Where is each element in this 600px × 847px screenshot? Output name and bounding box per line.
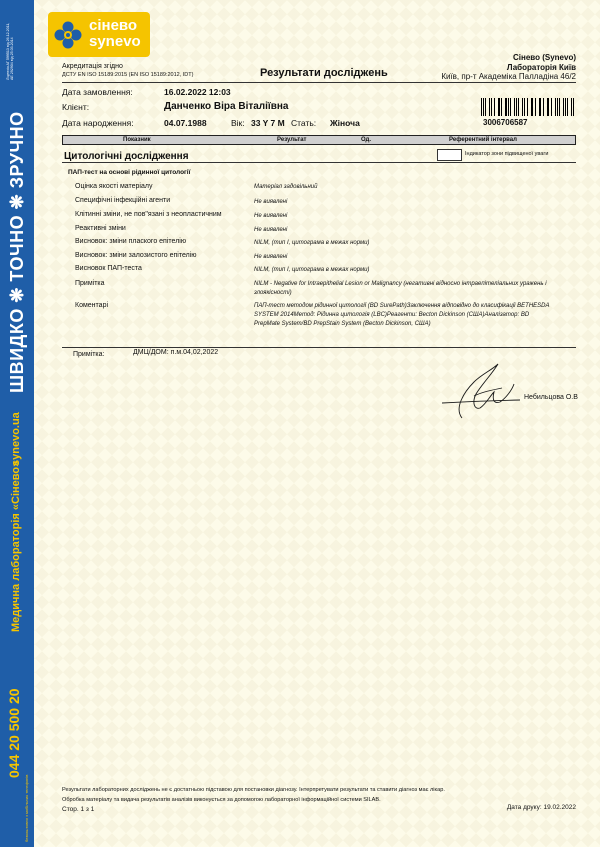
- birth-date-value: 04.07.1988: [164, 118, 207, 128]
- barcode-bar: [501, 98, 502, 116]
- attention-indicator-box: [437, 149, 462, 161]
- barcode-bar: [548, 98, 549, 116]
- barcode-bar: [514, 98, 515, 116]
- order-date-label: Дата замовлення:: [62, 87, 133, 97]
- phone-note: безкоштовно з мобільних телефонів: [24, 774, 29, 842]
- age-value: 33 Y 7 M: [251, 118, 285, 128]
- result-value: Не виявлені: [254, 199, 288, 205]
- col-result: Результат: [277, 137, 307, 143]
- logo-wordmark: [89, 18, 141, 50]
- result-value: NILM, (тип І, цитограма в межах норми): [254, 240, 370, 246]
- result-value: NILM, (тип І, цитограма в межах норми): [254, 267, 370, 273]
- print-date: Дата друку: 19.02.2022: [506, 804, 576, 811]
- signature-image: [440, 362, 530, 422]
- result-label: Висновок: зміни залозистого епітелію: [75, 252, 197, 259]
- logo-line-cyrillic: сінево: [89, 17, 138, 34]
- site-url: synevo.ua: [10, 412, 22, 466]
- result-label: Специфічні інфекційні агенти: [75, 197, 171, 204]
- barcode-bar: [559, 98, 560, 116]
- flower-logo-icon: [53, 20, 83, 50]
- result-value: ПАП-тест методом рідинної цитології (BD SurePath)Заключення відповідно до класифікації BETHESDA SYSTEM 2014Метод: Рідинна цитологія (LBC)Реагенти: Becton Dickinson (США)Аналізатор: BD PrepMate System/BD PrepStain System (Becton Dickinson, США): [254, 303, 550, 327]
- result-label: Реактивні зміни: [75, 225, 126, 232]
- result-value: Матеріал задовільний: [254, 184, 318, 190]
- barcode-bar: [481, 98, 482, 116]
- lab-company: Сінево (Synevo): [513, 53, 576, 62]
- col-reference: Референтний інтервал: [449, 137, 517, 143]
- section-divider: [62, 162, 576, 163]
- note-text: ДМЦ/ДОМ: п.м.04,02,2022: [133, 349, 219, 356]
- logo-line-latin: synevo: [89, 33, 141, 50]
- license-text: [6, 23, 15, 80]
- synevo-logo: [48, 12, 150, 57]
- accreditation-title: Акредитація згідно: [62, 63, 123, 70]
- col-unit: Од.: [361, 137, 371, 143]
- barcode-bar: [573, 98, 574, 116]
- barcode-bar: [518, 98, 519, 116]
- result-value: Не виявлені: [254, 213, 288, 219]
- barcode-bar: [494, 98, 495, 116]
- result-label: Висновок: зміни плаского епітелію: [75, 238, 187, 245]
- sex-value: Жіноча: [330, 118, 360, 128]
- footer-processing-note: Обробка матеріалу та видача результатів аналізів виконується за допомогою лабораторної інформаційної системи SILAB.: [62, 797, 381, 803]
- footer-disclaimer: Результати лабораторних досліджень не є достатньою підставою для постановки діагнозу. Інтерпретувати результати та ставити діагноз має лікар.: [62, 787, 445, 793]
- col-indicator: Показник: [123, 137, 151, 143]
- result-label: Висновок ПАП-теста: [75, 265, 142, 272]
- accreditation-block: [62, 63, 193, 79]
- barcode-image: [481, 98, 576, 116]
- hotline-phone: 044 20 500 20: [6, 688, 22, 778]
- result-label: Примітка: [75, 280, 105, 287]
- license-line: Ліцензія АГ 599513 від 26.12.2011,: [6, 22, 10, 80]
- barcode-bar: [527, 98, 528, 116]
- page-number: Стор. 1 з 1: [62, 806, 95, 813]
- order-date-value: 16.02.2022 12:03: [164, 87, 231, 97]
- sidebar-banner: [0, 0, 34, 847]
- note-divider: [62, 347, 576, 348]
- birth-date-label: Дата народження:: [62, 118, 134, 128]
- barcode-bar: [524, 98, 525, 116]
- client-name: Данченко Віра Віталіївна: [164, 101, 289, 112]
- result-value: Не виявлені: [254, 254, 288, 260]
- barcode-bar: [505, 98, 506, 116]
- result-label: Оцінка якості матеріалу: [75, 183, 153, 190]
- lab-brand-name: Медична лабораторія «Сінево»: [10, 460, 22, 632]
- accreditation-standard: ДСТУ EN ISO 15189:2015 (EN ISO 15189:2012, IDT): [62, 72, 194, 78]
- result-label: Коментарі: [75, 302, 109, 309]
- client-label: Клієнт:: [62, 102, 90, 112]
- slogan: ШВИДКО ❋ ТОЧНО ❋ ЗРУЧНО: [7, 111, 27, 393]
- result-value: Не виявлені: [254, 227, 288, 233]
- lab-address: Київ, пр-т Академіка Палладіна 46/2: [441, 72, 576, 81]
- barcode-bar: [535, 98, 536, 116]
- note-label: Примітка:: [73, 351, 105, 358]
- signer-name: Небильцова О.В: [524, 394, 578, 401]
- lab-info: [441, 53, 576, 82]
- header-divider: [62, 82, 576, 83]
- barcode-number: 3006706587: [483, 118, 528, 127]
- result-value: NILM - Negative for Intraepithelial Lesion or Malignancy (негативні відносно інтраепітеліальних уражень і злоякісності): [254, 281, 547, 296]
- barcode-bar: [489, 98, 490, 116]
- license-line: АЕ 292904 від 25.03.2014: [10, 37, 15, 80]
- barcode-bar: [551, 98, 552, 116]
- sex-label: Стать:: [291, 118, 317, 128]
- barcode-bar: [543, 98, 544, 116]
- results-table-header: [62, 135, 576, 145]
- barcode-bar: [567, 98, 568, 116]
- age-label: Вік:: [231, 118, 245, 128]
- document-title: Результати досліджень: [260, 67, 388, 79]
- lab-name: Лабораторія Київ: [506, 62, 576, 72]
- subsection-title: ПАП-тест на основі рідинної цитології: [68, 169, 191, 176]
- attention-indicator-label: Індикатор зони підвищеної уваги: [465, 151, 549, 157]
- result-label: Клітинні зміни, не пов"язані з неопластичним: [75, 211, 222, 218]
- section-title: Цитологічні дослідження: [64, 151, 189, 162]
